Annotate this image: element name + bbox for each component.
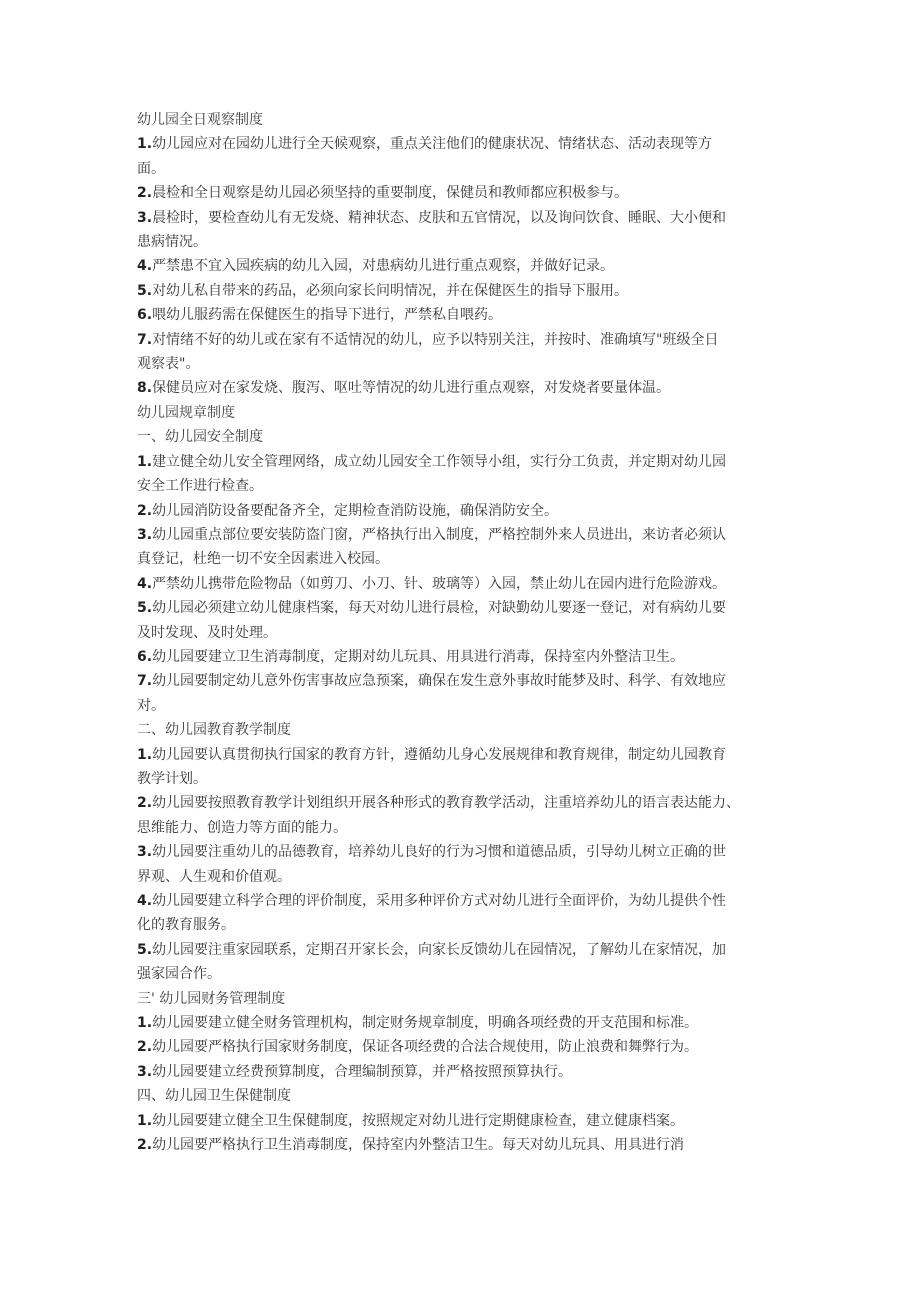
item-text: 严禁患不宜入园疾病的幼儿入园，对患病幼儿进行重点观察，并做好记录。 — [152, 258, 615, 275]
section-title-observation: 幼儿园全日观察制度 — [137, 112, 263, 128]
item-number: 5. — [137, 941, 153, 958]
subsection-heading-health: 四、幼儿园卫生保健制度 — [137, 1088, 291, 1105]
section-title-regulations: 幼儿园规章制度 — [137, 404, 235, 421]
item-text: 建立健全幼儿安全管理网络，成立幼儿园安全工作领导小组，实行分工负责，并定期对幼儿园 — [152, 453, 727, 470]
list-item — [137, 1060, 797, 1084]
list-item — [137, 889, 797, 913]
item-text: 晨检时，要检查幼儿有无发烧、精神状态、皮肤和五官情况，以及询问饮食、睡眠、大小便和 — [152, 209, 727, 226]
document-body — [137, 108, 797, 1157]
item-text: 对情绪不好的幼儿或在家有不适情况的幼儿，应予以特别关注，并按时、准确填写"班级全日 — [152, 331, 719, 348]
item-number: 2. — [137, 185, 153, 202]
item-number: 3. — [137, 526, 153, 543]
list-item-continuation: 对。 — [137, 697, 165, 714]
item-text: 幼儿园要建立健全财务管理机构，制定财务规章制度，明确各项经费的开支范围和标准。 — [152, 1015, 699, 1032]
list-item — [137, 523, 797, 547]
item-text: 幼儿园要建立经费预算制度，合理编制预算，并严格按照预算执行。 — [152, 1063, 573, 1080]
item-text: 幼儿园重点部位要安装防盗门窗，严格执行出入制度，严格控制外来人员进出，来访者必须认 — [152, 526, 727, 543]
list-item — [137, 132, 797, 156]
subsection-heading-education: 二、幼儿园教育教学制度 — [137, 722, 291, 739]
list-item — [137, 1035, 797, 1059]
list-item — [137, 279, 797, 303]
item-number: 2. — [137, 1137, 153, 1154]
list-item-continuation: 教学计划。 — [137, 770, 207, 787]
list-item-continuation: 安全工作进行检查。 — [137, 478, 263, 495]
item-number: 1. — [137, 1015, 153, 1032]
list-item — [137, 181, 797, 205]
list-item — [137, 1133, 797, 1157]
item-text: 幼儿园应对在园幼儿进行全天候观察，重点关注他们的健康状况、情绪状态、活动表现等方 — [152, 136, 713, 153]
list-item — [137, 840, 797, 864]
list-item-continuation: 及时发现、及时处理。 — [137, 624, 277, 641]
item-number: 5. — [137, 600, 153, 617]
item-number: 2. — [137, 795, 153, 812]
item-number: 3. — [137, 844, 153, 861]
item-number: 5. — [137, 282, 153, 299]
item-text: 幼儿园要严格执行卫生消毒制度，保持室内外整洁卫生。每天对幼儿玩具、用具进行消 — [152, 1137, 685, 1154]
item-number: 2. — [137, 1039, 153, 1056]
item-number: 3. — [137, 209, 153, 226]
item-text: 幼儿园要建立卫生消毒制度，定期对幼儿玩具、用具进行消毒，保持室内外整洁卫生。 — [152, 648, 685, 665]
item-number: 1. — [137, 453, 153, 470]
item-text: 保健员应对在家发烧、腹泻、呕吐等情况的幼儿进行重点观察，对发烧者要量体温。 — [152, 380, 671, 397]
item-text: 喂幼儿服药需在保健医生的指导下进行，严禁私自喂药。 — [152, 307, 503, 324]
list-item — [137, 645, 797, 669]
list-item-continuation: 思维能力、创造力等方面的能力。 — [137, 819, 347, 836]
subsection-heading-finance: 三' 幼儿园财务管理制度 — [137, 990, 286, 1007]
item-text: 幼儿园要严格执行国家财务制度，保证各项经费的合法合规使用，防止浪费和舞弊行为。 — [152, 1039, 699, 1056]
item-number: 2. — [137, 502, 153, 519]
subsection-heading-safety: 一、幼儿园安全制度 — [137, 429, 263, 446]
item-number: 3. — [137, 1063, 153, 1080]
item-text: 幼儿园必须建立幼儿健康档案，每天对幼儿进行晨检，对缺勤幼儿要逐一登记，对有病幼儿要 — [152, 600, 727, 617]
list-item — [137, 669, 797, 693]
item-number: 8. — [137, 380, 153, 397]
list-item — [137, 328, 797, 352]
item-number: 4. — [137, 893, 153, 909]
item-number: 1. — [137, 136, 153, 153]
list-item — [137, 596, 797, 620]
item-text: 晨检和全日观察是幼儿园必须坚持的重要制度，保健员和教师都应积极参与。 — [152, 185, 629, 202]
list-item-continuation: 真登记，杜绝一切不安全因素进入校园。 — [137, 551, 389, 568]
item-text: 对幼儿私自带来的药品，必须向家长问明情况，并在保健医生的指导下服用。 — [152, 282, 629, 299]
list-item-continuation: 观察表"。 — [137, 356, 200, 373]
list-item — [137, 450, 797, 474]
list-item — [137, 938, 797, 962]
list-item-continuation: 面。 — [137, 160, 165, 177]
item-number: 7. — [137, 673, 153, 690]
item-text: 幼儿园要注重家园联系，定期召开家长会，向家长反馈幼儿在园情况，了解幼儿在家情况，加 — [152, 941, 727, 958]
item-number: 4. — [137, 258, 153, 275]
item-number: 4. — [137, 575, 153, 592]
list-item — [137, 791, 797, 815]
list-item — [137, 1011, 797, 1035]
item-text: 幼儿园要建立健全卫生保健制度，按照规定对幼儿进行定期健康检查，建立健康档案。 — [152, 1112, 685, 1129]
item-text: 幼儿园要按照教育教学计划组织开展各种形式的教育教学活动，注重培养幼儿的语言表达能力、 — [152, 795, 741, 812]
item-text: 幼儿园要注重幼儿的品德教育，培养幼儿良好的行为习惯和道德品质，引导幼儿树立正确的世 — [152, 844, 727, 861]
list-item-continuation: 界观、人生观和价值观。 — [137, 868, 291, 885]
item-text: 幼儿园要建立科学合理的评价制度，采用多种评价方式对幼儿进行全面评价，为幼儿提供个性 — [152, 893, 727, 909]
item-text: 幼儿园消防设备要配备齐全，定期检查消防设施，确保消防安全。 — [152, 502, 559, 519]
item-text: 幼儿园要制定幼儿意外伤害事故应急预案，确保在发生意外事故时能梦及时、科学、有效地应 — [152, 673, 727, 690]
item-text: 严禁幼儿携带危险物品（如剪刀、小刀、针、玻璃等）入园，禁止幼儿在园内进行危险游戏。 — [152, 575, 727, 592]
list-item — [137, 1109, 797, 1133]
item-number: 6. — [137, 307, 153, 324]
item-text: 幼儿园要认真贯彻执行国家的教育方针，遵循幼儿身心发展规律和教育规律，制定幼儿园教育 — [152, 746, 727, 763]
item-number: 1. — [137, 1112, 153, 1129]
list-item — [137, 303, 797, 327]
list-item-continuation: 强家园合作。 — [137, 966, 221, 983]
list-item — [137, 572, 797, 596]
item-number: 7. — [137, 331, 153, 348]
list-item-continuation: 化的教育服务。 — [137, 917, 235, 934]
list-item — [137, 254, 797, 278]
list-item — [137, 206, 797, 230]
list-item — [137, 743, 797, 767]
item-number: 6. — [137, 648, 153, 665]
list-item — [137, 499, 797, 523]
list-item-continuation: 患病情况。 — [137, 234, 207, 251]
list-item — [137, 376, 797, 400]
item-number: 1. — [137, 746, 153, 763]
